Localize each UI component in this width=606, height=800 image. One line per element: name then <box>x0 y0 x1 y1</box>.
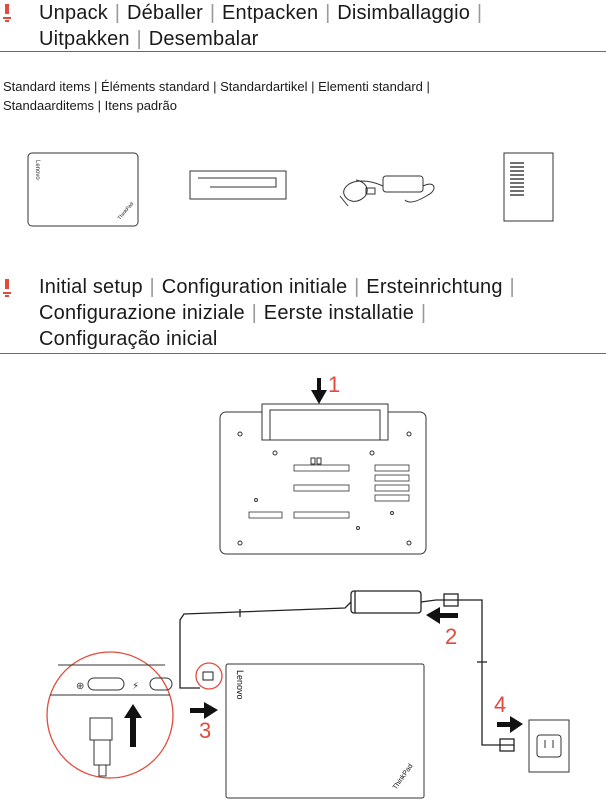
lenovo-logo: Lenovo <box>235 670 245 700</box>
red-bullet-icon <box>2 279 12 297</box>
title-part: Ersteinrichtung <box>366 276 503 298</box>
title-part: Entpacken <box>221 2 319 24</box>
laptop-bottom-illustration <box>220 404 426 554</box>
standard-part: Standardartikel <box>220 79 308 94</box>
title-part: Eerste installatie <box>263 302 415 324</box>
ac-adapter-illustration <box>340 176 434 206</box>
documentation-illustration <box>504 153 553 221</box>
title-part: Déballer <box>126 2 204 24</box>
title-part: Disimballaggio <box>337 2 471 24</box>
wall-outlet-illustration <box>529 720 569 772</box>
usb-c-port-zoom-illustration <box>47 652 173 778</box>
title-part: Desembalar <box>148 28 259 50</box>
svg-text:ThinkPad: ThinkPad <box>391 762 415 792</box>
svg-text:⊕: ⊕ <box>76 681 85 692</box>
standard-part: Itens padrão <box>104 98 177 113</box>
power-cord-illustration <box>180 591 514 751</box>
standard-part: Éléments standard <box>101 79 210 94</box>
title-part: Configuração inicial <box>39 328 218 350</box>
step4-arrow-icon <box>497 716 523 733</box>
title-part: Unpack <box>39 2 109 24</box>
step-number-2: 2 <box>445 624 458 649</box>
laptop-lid-illustration <box>28 153 138 226</box>
standard-part: Standaarditems <box>3 98 95 113</box>
unpack-title: Unpack | Déballer | Entpacken | Disimballaggio | Uitpakken | Desembalar <box>39 2 483 50</box>
setup-title: Initial setup | Configuration initiale | Ersteinrichtung | Configurazione iniziale | Eerste installatie | Configuração inicial <box>39 276 515 350</box>
svg-text:ThinkPad: ThinkPad <box>116 201 136 222</box>
standard-part: Elementi standard <box>318 79 423 94</box>
step2-arrow-icon <box>426 607 458 624</box>
standard-items-text: Standard items | Éléments standard | Standardartikel | Elementi standard | Standaarditems | Itens padrão <box>3 79 430 113</box>
standard-part: Standard items <box>3 79 91 94</box>
connector-highlight-icon <box>196 663 222 689</box>
step-number-1: 1 <box>328 372 341 397</box>
section-divider <box>0 353 606 354</box>
battery-illustration <box>190 171 286 199</box>
title-part: Configuration initiale <box>161 276 348 298</box>
step1-arrow-icon <box>311 378 327 404</box>
title-part: Configurazione iniziale <box>39 302 245 324</box>
step3-arrow-icon <box>190 702 218 719</box>
svg-text:Lenovo: Lenovo <box>34 160 40 180</box>
step-number-4: 4 <box>494 692 507 717</box>
title-part: Initial setup <box>39 276 143 298</box>
svg-text:⚡: ⚡ <box>132 681 140 692</box>
step-number-3: 3 <box>199 718 212 743</box>
title-part: Uitpakken <box>39 28 130 50</box>
laptop-lid-setup-illustration <box>226 664 424 798</box>
